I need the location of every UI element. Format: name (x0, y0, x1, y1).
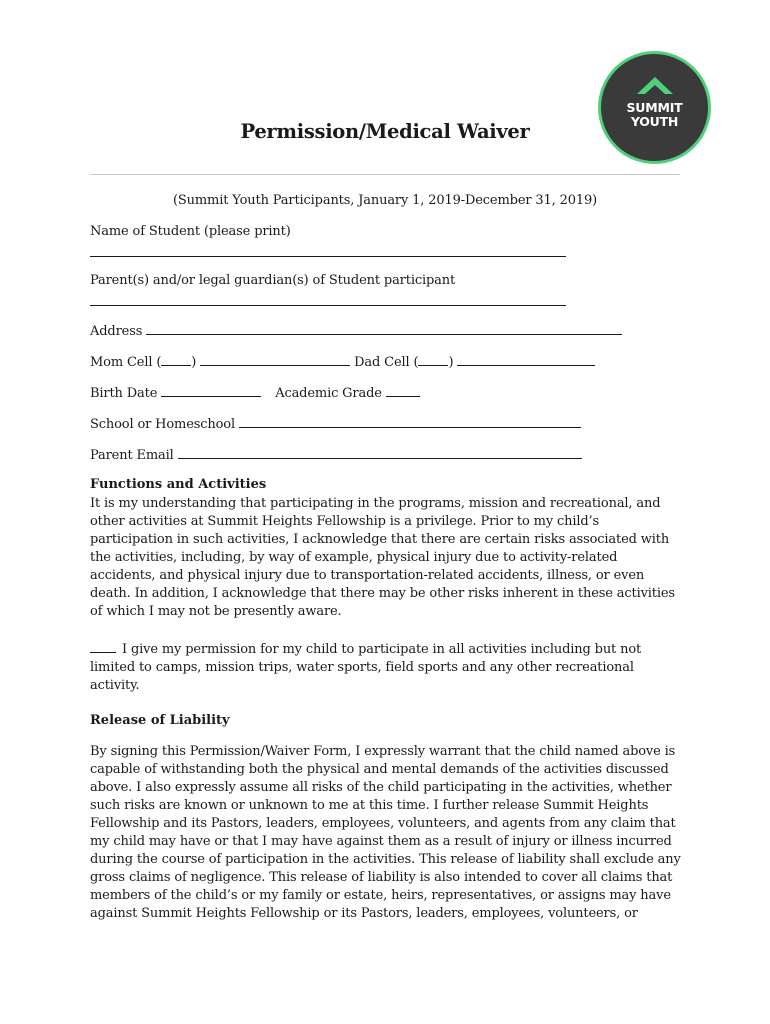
functions-line: It is my understanding that participating in the programs, mission and recreational, and (90, 496, 661, 511)
release-line: my child may have or that I may have against them as a result of injury or illness incurred (90, 834, 672, 849)
summit-youth-logo (598, 51, 711, 164)
logo-line-2: YOUTH (630, 114, 679, 129)
school-row (90, 415, 581, 433)
school-label: School or Homeschool (90, 417, 235, 432)
guardians-field[interactable] (90, 305, 566, 306)
release-line: gross claims of negligence. This release of liability is also intended to cover all claims that (90, 870, 673, 885)
release-line: By signing this Permission/Waiver Form, I expressly warrant that the child named above is (90, 744, 676, 759)
student-name-label: Name of Student (please print) (90, 224, 291, 239)
academic-grade-label: Academic Grade (275, 386, 382, 401)
functions-paragraph (90, 495, 690, 621)
mom-cell-label: Mom Cell ( (90, 355, 162, 370)
guardians-label: Parent(s) and/or legal guardian(s) of Student participant (90, 273, 456, 288)
functions-line: the activities, including, by way of example, physical injury due to activity-related (90, 550, 618, 565)
dad-area-code-field[interactable] (418, 353, 448, 366)
permission-paragraph (90, 640, 690, 695)
student-name-field[interactable] (90, 256, 566, 257)
permission-line: limited to camps, mission trips, water sports, field sports and any other recreational (90, 660, 634, 675)
email-row (90, 446, 582, 464)
functions-line: other activities at Summit Heights Fellowship is a privilege. Prior to my child’s (90, 514, 600, 529)
functions-heading: Functions and Activities (90, 477, 267, 492)
release-line: during the course of participation in the activities. This release of liability shall exclude any (90, 852, 681, 867)
release-line: capable of withstanding both the physical and mental demands of the activities discussed (90, 762, 669, 777)
release-line: such risks are known or unknown to me at this time. I further release Summit Heights (90, 798, 649, 813)
address-label: Address (90, 324, 143, 339)
birth-grade-row (90, 384, 420, 402)
release-line: Fellowship and its Pastors, leaders, employees, volunteers, and agents from any claim that (90, 816, 676, 831)
functions-line: participation in such activities, I acknowledge that there are certain risks associated with (90, 532, 670, 547)
permission-line-text: I give my permission for my child to participate in all activities including but not (122, 642, 642, 657)
parent-email-field[interactable] (178, 446, 582, 459)
functions-line: accidents, and physical injury due to transportation-related accidents, illness, or even (90, 568, 645, 583)
release-line: against Summit Heights Fellowship or its Pastors, leaders, employees, volunteers, or (90, 906, 638, 921)
release-heading: Release of Liability (90, 713, 230, 728)
birth-date-field[interactable] (161, 384, 261, 397)
dad-cell-label: Dad Cell ( (354, 355, 419, 370)
logo-line-1: SUMMIT (626, 100, 683, 115)
permission-line (90, 640, 690, 659)
cell-row (90, 353, 595, 371)
subtitle: (Summit Youth Participants, January 1, 2019-December 31, 2019) (172, 193, 598, 208)
academic-grade-field[interactable] (386, 384, 420, 397)
parent-email-label: Parent Email (90, 448, 174, 463)
release-paragraph (90, 743, 690, 923)
dad-cell-field[interactable] (457, 353, 595, 366)
functions-line: death. In addition, I acknowledge that there may be other risks inherent in these activities (90, 586, 675, 601)
page-title: Permission/Medical Waiver (240, 120, 530, 143)
permission-initials-field[interactable] (90, 640, 116, 653)
mom-close-paren: ) (191, 355, 197, 370)
mom-area-code-field[interactable] (161, 353, 191, 366)
mom-cell-field[interactable] (200, 353, 350, 366)
release-line: above. I also expressly assume all risks of the child participating in the activities, whether (90, 780, 672, 795)
functions-line: of which I may not be presently aware. (90, 604, 342, 619)
divider (90, 174, 680, 175)
school-field[interactable] (239, 415, 581, 428)
permission-line: activity. (90, 678, 140, 693)
address-field[interactable] (146, 322, 622, 335)
address-row (90, 322, 622, 340)
birth-date-label: Birth Date (90, 386, 158, 401)
dad-close-paren: ) (448, 355, 454, 370)
release-line: members of the child’s or my family or estate, heirs, representatives, or assigns may have (90, 888, 671, 903)
